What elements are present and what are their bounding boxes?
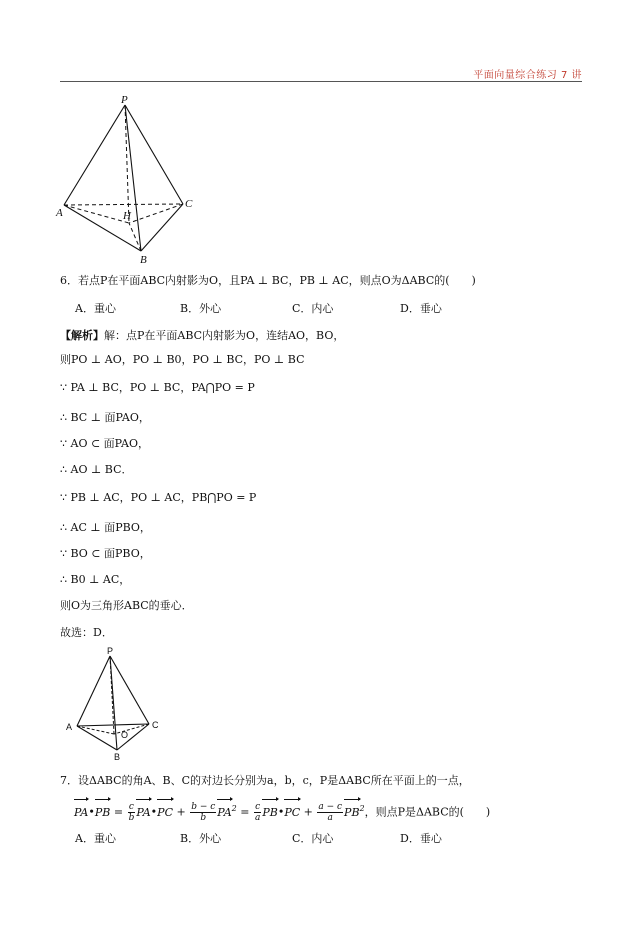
q6-option-c: C．内心 (292, 302, 334, 315)
plus: + (303, 805, 313, 819)
numerator: b − c (191, 802, 216, 813)
solution-line-3: ∵ PA ⊥ BC，PO ⊥ BC，PA⋂PO = P (60, 381, 255, 394)
edge-pa (77, 656, 110, 726)
header-rule (60, 81, 582, 82)
vec-pb: PB (344, 800, 360, 826)
vec-pb: PB (262, 800, 278, 826)
q6-option-a: A．重心 (75, 302, 116, 315)
fraction-a-minus-c-over-a (317, 802, 343, 823)
q6-option-b: B．外心 (180, 302, 222, 315)
q7-option-d: D．垂心 (400, 832, 442, 845)
q7-equation-tail: ，则点P是ΔABC的( ) (364, 805, 491, 819)
vec-pa: PA (136, 800, 150, 826)
edge-ab (77, 726, 117, 750)
vec-pc: PC (157, 800, 173, 826)
vec-pa: PA (74, 800, 88, 826)
solution-line-5: ∵ AO ⊂ 面PAO， (60, 437, 150, 450)
fraction-b-minus-c-over-b (190, 802, 216, 823)
label-o: O (121, 730, 129, 740)
edge-pa (64, 105, 125, 205)
header-title: 平面向量综合练习 7 讲 (473, 70, 582, 81)
solution-line-10: ∴ B0 ⊥ AC， (60, 573, 131, 586)
solution-line-8: ∴ AC ⊥ 面PBO， (60, 521, 151, 534)
q6-option-d: D．垂心 (400, 302, 442, 315)
q7-stem: 7．设ΔABC的角A、B、C的对边长分别为a，b，c，P是ΔABC所在平面上的一点， (60, 774, 470, 787)
exponent: 2 (231, 804, 237, 813)
label-c: C (152, 720, 159, 730)
figure-tetrahedron-o (60, 646, 170, 761)
edge-ac (77, 724, 149, 726)
denominator: a (327, 813, 333, 824)
q6-stem: 6．若点P在平面ABC内射影为O，且PA ⊥ BC，PB ⊥ AC，则点O为ΔABC的( ) (60, 274, 476, 287)
solution-line-11: 则O为三角形ABC的垂心． (60, 599, 193, 612)
solution-line-6: ∴ AO ⊥ BC． (60, 463, 133, 476)
solution-head: 【解析】 (60, 329, 104, 342)
q7-equation (74, 796, 490, 826)
edge-ac-hidden (64, 204, 183, 205)
numerator: c (128, 802, 134, 813)
solution-line-1 (60, 329, 344, 343)
label-a: A (56, 207, 63, 219)
edge-pb (110, 656, 117, 750)
solution-line-7: ∵ PB ⊥ AC，PO ⊥ AC，PB⋂PO = P (60, 491, 257, 504)
solution-line-2: 则PO ⊥ AO，PO ⊥ B0，PO ⊥ BC，PO ⊥ BC (60, 353, 305, 366)
label-p: P (121, 94, 128, 106)
equals: = (240, 805, 250, 819)
edge-ao-hidden (77, 726, 114, 734)
solution-line-9: ∵ BO ⊂ 面PBO， (60, 547, 151, 560)
dot: • (277, 805, 285, 819)
vec-pb: PB (95, 800, 111, 826)
q7-option-a: A．重心 (75, 832, 116, 845)
edge-ah-hidden (64, 205, 129, 223)
q7-option-c: C．内心 (292, 832, 334, 845)
dot: • (150, 805, 158, 819)
solution-line-1-text: 解：点P在平面ABC内射影为O，连结AO，BO， (104, 329, 345, 342)
figure-tetrahedron-h (55, 95, 215, 265)
label-a: A (66, 722, 73, 732)
label-h: H (123, 210, 131, 222)
label-b: B (114, 752, 121, 762)
plus: + (176, 805, 186, 819)
vec-pc: PC (284, 800, 300, 826)
vec-pa: PA (217, 800, 231, 826)
equals: = (113, 805, 124, 819)
numerator: c (255, 802, 261, 813)
fraction-c-over-a (254, 802, 261, 823)
exponent: 2 (359, 804, 365, 813)
denominator: b (128, 813, 135, 824)
denominator: a (254, 813, 261, 824)
label-b: B (140, 254, 147, 266)
edge-co-hidden (114, 724, 149, 734)
fraction-c-over-b (128, 802, 136, 823)
denominator: b (200, 813, 207, 824)
solution-line-4: ∴ BC ⊥ 面PAO， (60, 411, 150, 424)
edge-pc (110, 656, 149, 724)
numerator: a − c (318, 802, 343, 813)
solution-line-12: 故选：D． (60, 626, 113, 639)
label-p: P (107, 646, 114, 656)
q7-option-b: B．外心 (180, 832, 222, 845)
label-c: C (185, 198, 193, 210)
dot: • (88, 805, 95, 819)
